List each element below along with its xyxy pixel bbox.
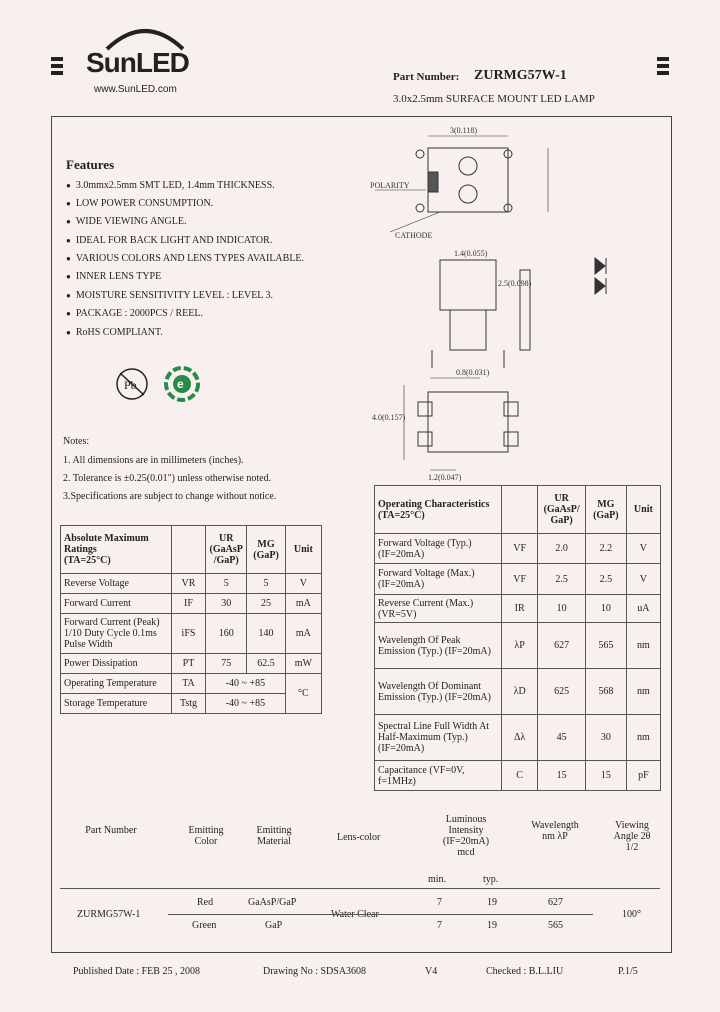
op-char-col-unit: Unit — [626, 486, 660, 534]
dim-width: 3(0.118) — [450, 126, 478, 135]
sel-h-lens: Lens-color — [337, 832, 381, 843]
sel-typ-red: 19 — [487, 897, 497, 908]
feature-item: ● IDEAL FOR BACK LIGHT AND INDICATOR. — [66, 235, 272, 246]
dim-e: 4.0(0.157) — [372, 413, 406, 422]
feature-item: ● INNER LENS TYPE — [66, 271, 161, 282]
sel-part: ZURMG57W-1 — [77, 909, 141, 920]
feature-item: ● WIDE VIEWING ANGLE. — [66, 216, 186, 227]
table-row: Forward Voltage (Max.) (IF=20mA) VF 2.5 2.5 V — [375, 564, 661, 595]
op-char-title: Operating Characteristics — [378, 498, 490, 510]
sel-wl-green: 565 — [548, 920, 563, 931]
part-number: ZURMG57W-1 — [474, 68, 567, 83]
sel-material-red: GaAsP/GaP — [248, 897, 297, 908]
note-item: 1. All dimensions are in millimeters (inches). — [63, 455, 244, 466]
table-row: Storage Temperature Tstg -40 ~ +85 — [61, 694, 322, 714]
package-drawing — [370, 120, 660, 485]
table-row: Reverse Current (Max.) (VR=5V) IR 10 10 uA — [375, 595, 661, 623]
corner-mark — [51, 64, 63, 68]
sel-h-part: Part Number — [85, 825, 137, 836]
sel-min: min. — [428, 874, 447, 885]
part-number-label: Part Number: — [393, 71, 460, 83]
table-row: Spectral Line Full Width At Half-Maximum (Typ.) (IF=20mA) Δλ 45 30 nm — [375, 715, 661, 761]
sel-min-green: 7 — [437, 920, 442, 931]
dim-polarity: POLARITY — [370, 181, 410, 190]
footer-page: P.1/5 — [618, 966, 638, 977]
sel-material-green: GaP — [265, 920, 283, 931]
abs-max-col-ur: UR (GaAsP /GaP) — [206, 526, 247, 574]
op-char-table — [374, 485, 661, 791]
rohs-e-icon — [163, 365, 201, 403]
abs-max-table — [60, 525, 322, 714]
sel-min-red: 7 — [437, 897, 442, 908]
op-char-subtitle: (TA=25°C) — [378, 509, 425, 521]
dim-b: 1.4(0.055) — [454, 249, 488, 258]
footer-version: V4 — [425, 966, 438, 977]
table-row: Power Dissipation PT 75 62.5 mW — [61, 654, 322, 674]
feature-item: ● MOISTURE SENSITIVITY LEVEL : LEVEL 3. — [66, 290, 273, 301]
abs-max-col-unit: Unit — [285, 526, 321, 574]
logo-url: www.SunLED.com — [94, 84, 177, 95]
dim-cathode: CATHODE — [395, 231, 433, 240]
abs-max-subtitle: (TA=25°C) — [64, 555, 111, 566]
table-row: Forward Current IF 30 25 mA — [61, 594, 322, 614]
feature-item: ● PACKAGE : 2000PCS / REEL. — [66, 308, 203, 319]
footer-drawing: Drawing No : SDSA3608 — [263, 966, 367, 977]
dim-d: 1.2(0.047) — [428, 473, 462, 482]
corner-mark — [657, 64, 669, 68]
notes-title: Notes: — [63, 436, 90, 447]
sel-h-material: Emitting Material — [256, 825, 292, 847]
svg-text:Pb: Pb — [124, 378, 137, 392]
divider — [60, 888, 660, 889]
corner-mark — [657, 57, 669, 61]
table-row: Reverse Voltage VR 5 5 V — [61, 574, 322, 594]
op-char-col-mg: MG (GaP) — [585, 486, 626, 534]
sel-h-intensity: Luminous Intensity (IF=20mA) mcd — [442, 814, 490, 858]
sel-h-wavelength: Wavelength nm λP — [531, 820, 579, 842]
svg-text:e: e — [177, 377, 184, 391]
sel-color-green: Green — [192, 920, 217, 931]
note-item: 3.Specifications are subject to change without notice. — [63, 491, 277, 502]
dim-c: 0.8(0.031) — [456, 368, 490, 377]
sel-wl-red: 627 — [548, 897, 563, 908]
sel-color-red: Red — [197, 897, 214, 908]
corner-mark — [51, 71, 63, 75]
dim-a: 2.5(0.098) — [498, 279, 532, 288]
feature-item: ● 3.0mmx2.5mm SMT LED, 1.4mm THICKNESS. — [66, 180, 275, 191]
table-row: Operating Temperature TA -40 ~ +85 °C — [61, 674, 322, 694]
table-row: Forward Current (Peak) 1/10 Duty Cycle 0.1ms Pulse Width iFS 160 140 mA — [61, 614, 322, 654]
feature-item: ● LOW POWER CONSUMPTION. — [66, 198, 213, 209]
note-item: 2. Tolerance is ±0.25(0.01") unless otherwise noted. — [63, 473, 272, 484]
sel-h-color: Emitting Color — [188, 825, 224, 847]
table-row: Wavelength Of Dominant Emission (Typ.) (IF=20mA) λD 625 568 nm — [375, 669, 661, 715]
table-row: Wavelength Of Peak Emission (Typ.) (IF=20mA) λP 627 565 nm — [375, 623, 661, 669]
features-title: Features — [66, 157, 115, 172]
sel-angle: 100° — [622, 909, 641, 920]
corner-mark — [657, 71, 669, 75]
sel-typ-green: 19 — [487, 920, 497, 931]
table-row: Forward Voltage (Typ.) (IF=20mA) VF 2.0 2.2 V — [375, 534, 661, 564]
feature-item: ● VARIOUS COLORS AND LENS TYPES AVAILABLE. — [66, 253, 304, 264]
footer-checked: Checked : B.L.LIU — [486, 966, 564, 977]
table-row: Capacitance (VF=0V, f=1MHz) C 15 15 pF — [375, 761, 661, 791]
sel-h-viewing: Viewing Angle 2θ 1/2 — [613, 820, 651, 853]
divider — [168, 914, 593, 915]
corner-mark — [51, 57, 63, 61]
logo: SunLED — [86, 47, 189, 78]
sel-typ: typ. — [483, 874, 499, 885]
pb-free-icon — [115, 367, 149, 401]
feature-item: ● RoHS COMPLIANT. — [66, 327, 163, 338]
part-description: 3.0x2.5mm SURFACE MOUNT LED LAMP — [393, 93, 595, 105]
abs-max-title: Absolute Maximum Ratings — [64, 533, 149, 555]
footer-published: Published Date : FEB 25 , 2008 — [73, 966, 200, 977]
op-char-col-ur: UR (GaAsP/ GaP) — [538, 486, 586, 534]
abs-max-col-mg: MG (GaP) — [247, 526, 285, 574]
